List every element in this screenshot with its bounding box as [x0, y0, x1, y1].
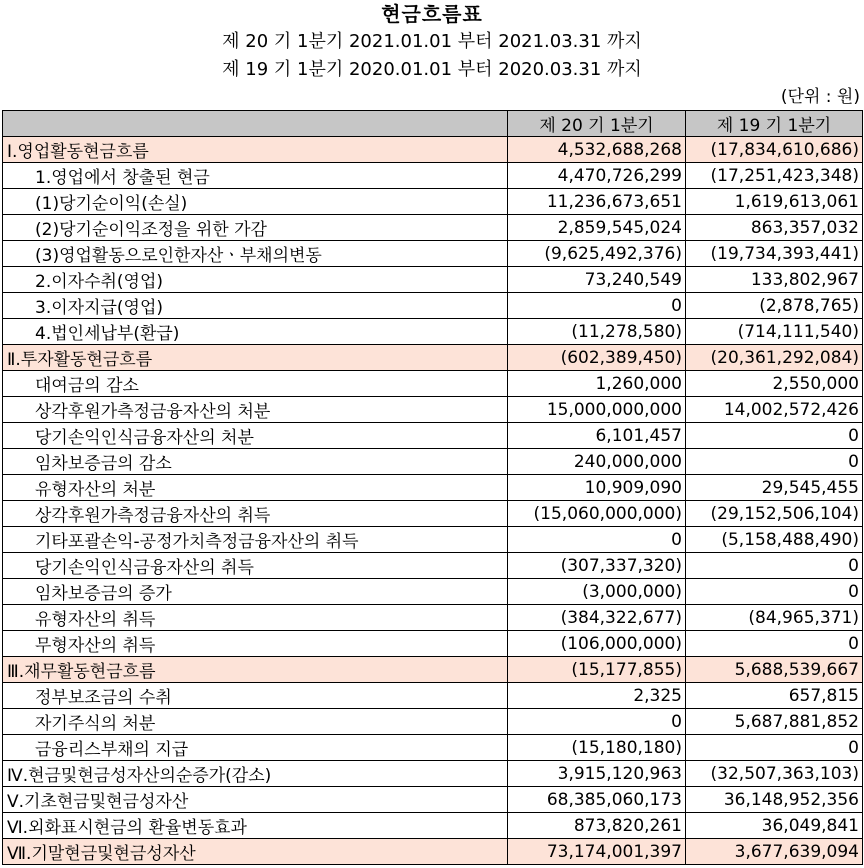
row-label: 1.영업에서 창출된 현금 [3, 163, 508, 189]
previous-period-amount: 3,677,639,094 [686, 839, 863, 865]
table-row [3, 319, 863, 345]
row-label: Ⅵ.외화표시현금의 환율변동효과 [3, 813, 508, 839]
previous-period-amount: (84,965,371) [686, 605, 863, 631]
current-period-amount: 2,325 [508, 683, 686, 709]
table-row [3, 163, 863, 189]
row-label: Ⅴ.기초현금및현금성자산 [3, 787, 508, 813]
current-period-amount: (11,278,580) [508, 319, 686, 345]
previous-period-amount: 863,357,032 [686, 215, 863, 241]
previous-period-amount: 0 [686, 735, 863, 761]
previous-period-amount: (5,158,488,490) [686, 527, 863, 553]
current-period-amount: 15,000,000,000 [508, 397, 686, 423]
current-period-amount: 73,174,001,397 [508, 839, 686, 865]
unit-label: (단위 : 원) [780, 87, 860, 107]
current-period-amount: 3,915,120,963 [508, 761, 686, 787]
previous-period-amount: 0 [686, 579, 863, 605]
row-label: 4.법인세납부(환급) [3, 319, 508, 345]
table-row [3, 657, 863, 683]
row-label: 당기손익인식금융자산의 취득 [3, 553, 508, 579]
previous-period-amount: (17,834,610,686) [686, 137, 863, 163]
row-label: Ⅲ.재무활동현금흐름 [3, 657, 508, 683]
previous-period-amount: (32,507,363,103) [686, 761, 863, 787]
row-label: 자기주식의 처분 [3, 709, 508, 735]
period-previous: 제 19 기 1분기 2020.01.01 부터 2020.03.31 까지 [222, 59, 642, 80]
current-period-amount: 1,260,000 [508, 371, 686, 397]
current-period-amount: 68,385,060,173 [508, 787, 686, 813]
table-row [3, 397, 863, 423]
row-label: Ⅳ.현금및현금성자산의순증가(감소) [3, 761, 508, 787]
row-label: 금융리스부채의 지급 [3, 735, 508, 761]
row-label: 3.이자지급(영업) [3, 293, 508, 319]
previous-period-amount: (714,111,540) [686, 319, 863, 345]
table-row [3, 501, 863, 527]
current-period-amount: 240,000,000 [508, 449, 686, 475]
previous-period-amount: 0 [686, 553, 863, 579]
row-label: 임차보증금의 증가 [3, 579, 508, 605]
table-row [3, 605, 863, 631]
table-row [3, 241, 863, 267]
current-period-amount: 4,470,726,299 [508, 163, 686, 189]
table-row [3, 371, 863, 397]
current-period-amount: 2,859,545,024 [508, 215, 686, 241]
table-header-row [3, 111, 863, 137]
row-label: (3)영업활동으로인한자산ㆍ부채의변동 [3, 241, 508, 267]
previous-period-amount: 5,688,539,667 [686, 657, 863, 683]
previous-period-amount: 657,815 [686, 683, 863, 709]
table-row [3, 215, 863, 241]
table-row [3, 839, 863, 865]
row-label: 당기손익인식금융자산의 처분 [3, 423, 508, 449]
header-label [3, 111, 508, 137]
row-label: 대여금의 감소 [3, 371, 508, 397]
current-period-amount: (15,177,855) [508, 657, 686, 683]
previous-period-amount: 29,545,455 [686, 475, 863, 501]
row-label: 임차보증금의 감소 [3, 449, 508, 475]
current-period-amount: (384,322,677) [508, 605, 686, 631]
table-row [3, 137, 863, 163]
current-period-amount: (15,180,180) [508, 735, 686, 761]
statement-title: 현금흐름표 [381, 2, 483, 26]
table-row [3, 527, 863, 553]
previous-period-amount: 0 [686, 423, 863, 449]
table-row [3, 709, 863, 735]
table-row [3, 813, 863, 839]
table-row [3, 267, 863, 293]
row-label: (2)당기순이익조정을 위한 가감 [3, 215, 508, 241]
previous-period-amount: (17,251,423,348) [686, 163, 863, 189]
current-period-amount: (15,060,000,000) [508, 501, 686, 527]
previous-period-amount: 1,619,613,061 [686, 189, 863, 215]
table-row [3, 475, 863, 501]
previous-period-amount: (20,361,292,084) [686, 345, 863, 371]
table-row [3, 553, 863, 579]
current-period-amount: (3,000,000) [508, 579, 686, 605]
header-previous-period: 제 19 기 1분기 [686, 111, 863, 137]
row-label: Ⅶ.기말현금및현금성자산 [3, 839, 508, 865]
table-row [3, 189, 863, 215]
current-period-amount: (602,389,450) [508, 345, 686, 371]
previous-period-amount: 0 [686, 631, 863, 657]
table-row [3, 735, 863, 761]
table-row [3, 423, 863, 449]
table-row [3, 579, 863, 605]
row-label: 유형자산의 처분 [3, 475, 508, 501]
row-label: 기타포괄손익-공정가치측정금융자산의 취득 [3, 527, 508, 553]
previous-period-amount: 0 [686, 449, 863, 475]
previous-period-amount: 36,049,841 [686, 813, 863, 839]
row-label: Ⅰ.영업활동현금흐름 [3, 137, 508, 163]
current-period-amount: (307,337,320) [508, 553, 686, 579]
current-period-amount: 10,909,090 [508, 475, 686, 501]
previous-period-amount: (29,152,506,104) [686, 501, 863, 527]
current-period-amount: 0 [508, 709, 686, 735]
cash-flow-table [2, 110, 863, 865]
previous-period-amount: 14,002,572,426 [686, 397, 863, 423]
current-period-amount: 73,240,549 [508, 267, 686, 293]
current-period-amount: 11,236,673,651 [508, 189, 686, 215]
previous-period-amount: (2,878,765) [686, 293, 863, 319]
row-label: 무형자산의 취득 [3, 631, 508, 657]
row-label: Ⅱ.투자활동현금흐름 [3, 345, 508, 371]
header-current-period: 제 20 기 1분기 [508, 111, 686, 137]
current-period-amount: 6,101,457 [508, 423, 686, 449]
table-row [3, 449, 863, 475]
current-period-amount: 0 [508, 293, 686, 319]
current-period-amount: (9,625,492,376) [508, 241, 686, 267]
previous-period-amount: 5,687,881,852 [686, 709, 863, 735]
table-row [3, 631, 863, 657]
current-period-amount: 0 [508, 527, 686, 553]
previous-period-amount: 133,802,967 [686, 267, 863, 293]
row-label: 2.이자수취(영업) [3, 267, 508, 293]
table-row [3, 787, 863, 813]
table-row [3, 683, 863, 709]
row-label: 유형자산의 취득 [3, 605, 508, 631]
current-period-amount: 873,820,261 [508, 813, 686, 839]
row-label: 정부보조금의 수취 [3, 683, 508, 709]
period-current: 제 20 기 1분기 2021.01.01 부터 2021.03.31 까지 [222, 31, 642, 52]
previous-period-amount: 2,550,000 [686, 371, 863, 397]
row-label: 상각후원가측정금융자산의 취득 [3, 501, 508, 527]
table-row [3, 761, 863, 787]
row-label: 상각후원가측정금융자산의 처분 [3, 397, 508, 423]
row-label: (1)당기순이익(손실) [3, 189, 508, 215]
current-period-amount: 4,532,688,268 [508, 137, 686, 163]
table-body [3, 137, 863, 865]
table-row [3, 345, 863, 371]
table-row [3, 293, 863, 319]
current-period-amount: (106,000,000) [508, 631, 686, 657]
previous-period-amount: 36,148,952,356 [686, 787, 863, 813]
previous-period-amount: (19,734,393,441) [686, 241, 863, 267]
